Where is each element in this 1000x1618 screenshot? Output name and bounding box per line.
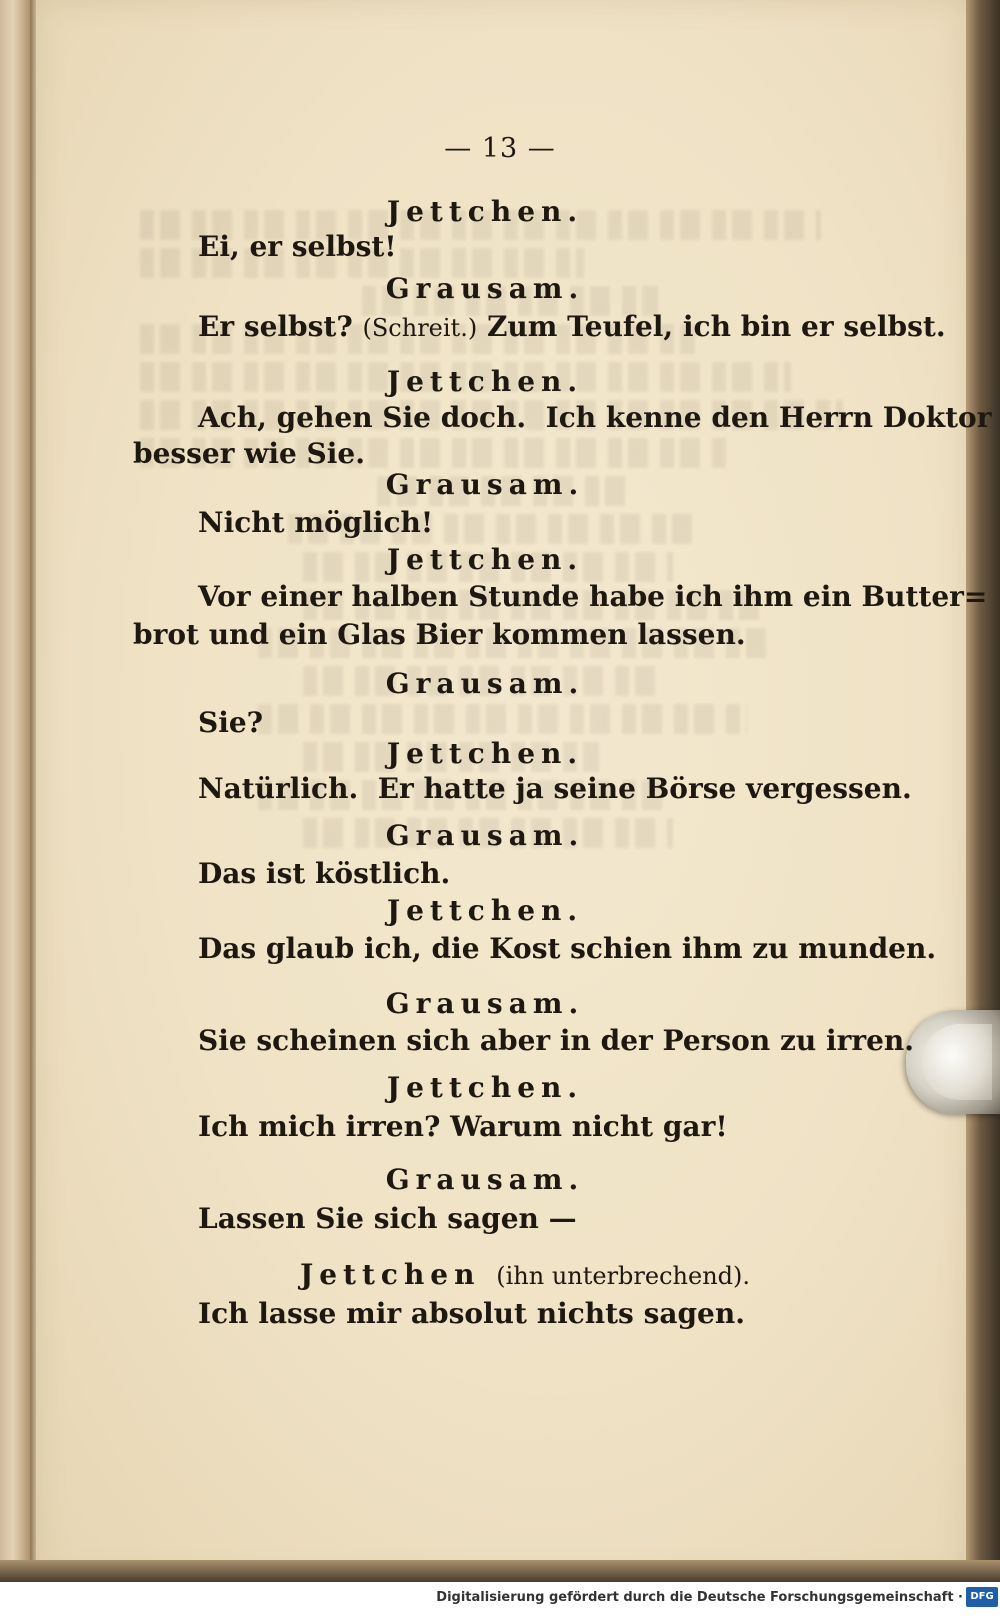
dialogue-line: Ich lasse mir absolut nichts sagen. bbox=[198, 1297, 745, 1330]
dialogue-text: Zum Teufel, ich bin er selbst. bbox=[486, 310, 946, 343]
dialogue-line: besser wie Sie. bbox=[133, 437, 365, 470]
speaker-heading: Jettchen. bbox=[386, 894, 584, 927]
dialogue-text: Er selbst? bbox=[198, 310, 353, 343]
digitization-footer bbox=[0, 1582, 1000, 1618]
speaker-heading: Grausam. bbox=[385, 819, 585, 852]
speaker-heading: Grausam. bbox=[385, 667, 585, 700]
dialogue-line: Vor einer halben Stunde habe ich ihm ein Butter= bbox=[198, 580, 988, 613]
funding-notice: Digitalisierung gefördert durch die Deutsche Forschungsgemeinschaft · bbox=[436, 1590, 963, 1605]
dialogue-line: Lassen Sie sich sagen — bbox=[198, 1202, 577, 1235]
speaker-heading: Grausam. bbox=[385, 468, 585, 501]
speaker-heading: Jettchen. bbox=[386, 543, 584, 576]
bottom-book-edge bbox=[0, 1560, 1000, 1582]
dialogue-line: Ich mich irren? Warum nicht gar! bbox=[198, 1110, 728, 1143]
dialogue-line: Das ist köstlich. bbox=[198, 857, 451, 890]
speaker-heading: Grausam. bbox=[385, 272, 585, 305]
speaker-heading: Jettchen. bbox=[386, 737, 584, 770]
speaker-heading: Jettchen. bbox=[386, 365, 584, 398]
dialogue-line bbox=[198, 310, 946, 343]
dialogue-line: Sie? bbox=[198, 706, 264, 739]
dialogue-line: Sie scheinen sich aber in der Person zu irren. bbox=[198, 1024, 915, 1057]
speaker-heading: Grausam. bbox=[385, 1163, 585, 1196]
dialogue-line: Ach, gehen Sie doch. Ich kenne den Herrn Doktor bbox=[198, 401, 992, 434]
speaker-heading: Jettchen. bbox=[386, 1071, 584, 1104]
page-number: — 13 — bbox=[444, 133, 556, 164]
speaker-heading bbox=[40, 1258, 1000, 1291]
speaker-heading: Grausam. bbox=[385, 987, 585, 1020]
stage-direction: (ihn unterbrechend). bbox=[496, 1262, 751, 1290]
dialogue-line: Ei, er selbst! bbox=[198, 230, 397, 263]
speaker-name: Jettchen bbox=[299, 1258, 481, 1291]
speaker-heading: Jettchen. bbox=[386, 195, 584, 228]
stage-direction: (Schreit.) bbox=[362, 314, 478, 342]
dialogue-line: brot und ein Glas Bier kommen lassen. bbox=[133, 618, 746, 651]
dialogue-line: Nicht möglich! bbox=[198, 506, 434, 539]
dialogue-line: Das glaub ich, die Kost schien ihm zu munden. bbox=[198, 932, 937, 965]
dialogue-line: Natürlich. Er hatte ja seine Börse vergessen. bbox=[198, 772, 912, 805]
dfg-logo: DFG bbox=[966, 1587, 998, 1607]
